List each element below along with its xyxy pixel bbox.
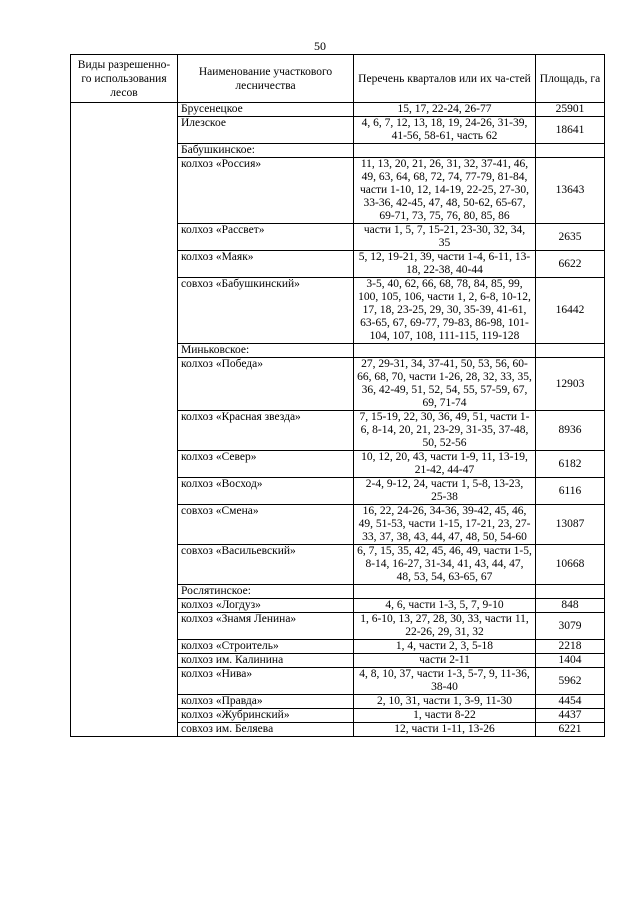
forestry-name-cell: Илезское bbox=[178, 117, 354, 144]
quarters-cell bbox=[354, 585, 536, 599]
quarters-cell: 4, 6, 7, 12, 13, 18, 19, 24-26, 31-39, 41-56, 58-61, часть 62 bbox=[354, 117, 536, 144]
table-row bbox=[71, 103, 605, 117]
quarters-cell: 15, 17, 22-24, 26-77 bbox=[354, 103, 536, 117]
header-quarters: Перечень кварталов или их ча-стей bbox=[354, 55, 536, 103]
quarters-cell bbox=[354, 144, 536, 158]
quarters-cell: 4, 6, части 1-3, 5, 7, 9-10 bbox=[354, 599, 536, 613]
quarters-cell: 10, 12, 20, 43, части 1-9, 11, 13-19, 21-42, 44-47 bbox=[354, 451, 536, 478]
quarters-cell: части 1, 5, 7, 15-21, 23-30, 32, 34, 35 bbox=[354, 224, 536, 251]
forestry-name-cell: колхоз «Жубринский» bbox=[178, 709, 354, 723]
area-cell: 13643 bbox=[536, 158, 605, 224]
forestry-name-cell: колхоз «Знамя Ленина» bbox=[178, 613, 354, 640]
forestry-name-cell: совхоз им. Беляева bbox=[178, 723, 354, 737]
area-cell: 2635 bbox=[536, 224, 605, 251]
quarters-cell: 11, 13, 20, 21, 26, 31, 32, 37-41, 46, 49, 63, 64, 68, 72, 74, 77-79, 81-84, части 1-10, 12, 14-19, 22-25, 27-30, 33-36, 42-45, 47, 48, 50-62, 65-67, 69-71, 73, 75, 76, 80, 85, 86 bbox=[354, 158, 536, 224]
area-cell bbox=[536, 585, 605, 599]
area-cell: 848 bbox=[536, 599, 605, 613]
quarters-cell: 1, 4, части 2, 3, 5-18 bbox=[354, 640, 536, 654]
forestry-name-cell: колхоз «Рассвет» bbox=[178, 224, 354, 251]
area-cell: 3079 bbox=[536, 613, 605, 640]
forestry-name-cell: Миньковское: bbox=[178, 344, 354, 358]
forestry-name-cell: колхоз «Правда» bbox=[178, 695, 354, 709]
area-cell: 25901 bbox=[536, 103, 605, 117]
header-name: Наименование участкового лесничества bbox=[178, 55, 354, 103]
quarters-cell: 3-5, 40, 62, 66, 68, 78, 84, 85, 99, 100, 105, 106, части 1, 2, 6-8, 10-12, 17, 18, 23-25, 29, 30, 35-39, 41-61, 63-65, 67, 69-77, 79-83, 86-98, 101-104, 107, 108, 111-115, 119-128 bbox=[354, 278, 536, 344]
area-cell: 18641 bbox=[536, 117, 605, 144]
area-cell: 4454 bbox=[536, 695, 605, 709]
quarters-cell: 16, 22, 24-26, 34-36, 39-42, 45, 46, 49, 51-53, части 1-15, 17-21, 23, 27-33, 37, 38, 43, 44, 47, 48, 50, 54-60 bbox=[354, 505, 536, 545]
area-cell bbox=[536, 344, 605, 358]
area-cell: 8936 bbox=[536, 411, 605, 451]
area-cell: 16442 bbox=[536, 278, 605, 344]
forestry-name-cell: Бабушкинское: bbox=[178, 144, 354, 158]
quarters-cell: 1, 6-10, 13, 27, 28, 30, 33, части 11, 22-26, 29, 31, 32 bbox=[354, 613, 536, 640]
quarters-cell: 7, 15-19, 22, 30, 36, 49, 51, части 1-6, 8-14, 20, 21, 23-29, 31-35, 37-48, 50, 52-56 bbox=[354, 411, 536, 451]
forestry-name-cell: совхоз «Смена» bbox=[178, 505, 354, 545]
quarters-cell: 1, части 8-22 bbox=[354, 709, 536, 723]
forestry-name-cell: Рослятинское: bbox=[178, 585, 354, 599]
area-cell: 4437 bbox=[536, 709, 605, 723]
quarters-cell: 2-4, 9-12, 24, части 1, 5-8, 13-23, 25-38 bbox=[354, 478, 536, 505]
forestry-name-cell: колхоз «Маяк» bbox=[178, 251, 354, 278]
table-header-row bbox=[71, 55, 605, 103]
area-cell bbox=[536, 144, 605, 158]
quarters-cell: 6, 7, 15, 35, 42, 45, 46, 49, части 1-5, 8-14, 16-27, 31-34, 41, 43, 44, 47, 48, 53, 54, 63-65, 67 bbox=[354, 545, 536, 585]
forestry-name-cell: колхоз «Россия» bbox=[178, 158, 354, 224]
forestry-name-cell: колхоз «Строитель» bbox=[178, 640, 354, 654]
header-use: Виды разрешенно-го использования лесов bbox=[71, 55, 178, 103]
area-cell: 13087 bbox=[536, 505, 605, 545]
area-cell: 6182 bbox=[536, 451, 605, 478]
area-cell: 2218 bbox=[536, 640, 605, 654]
forestry-name-cell: колхоз им. Калинина bbox=[178, 654, 354, 668]
forestry-name-cell: колхоз «Нива» bbox=[178, 668, 354, 695]
area-cell: 10668 bbox=[536, 545, 605, 585]
forestry-name-cell: совхоз «Васильевский» bbox=[178, 545, 354, 585]
page-number: 50 bbox=[314, 39, 326, 53]
area-cell: 6116 bbox=[536, 478, 605, 505]
forestry-name-cell: совхоз «Бабушкинский» bbox=[178, 278, 354, 344]
quarters-cell: 27, 29-31, 34, 37-41, 50, 53, 56, 60-66, 68, 70, части 1-26, 28, 32, 33, 35, 36, 42-49, 51, 52, 54, 55, 57-59, 67, 69, 71-74 bbox=[354, 358, 536, 411]
forestry-name-cell: колхоз «Победа» bbox=[178, 358, 354, 411]
area-cell: 5962 bbox=[536, 668, 605, 695]
forestry-name-cell: колхоз «Логдуз» bbox=[178, 599, 354, 613]
area-cell: 6221 bbox=[536, 723, 605, 737]
forest-quarters-table bbox=[70, 54, 605, 737]
area-cell: 1404 bbox=[536, 654, 605, 668]
quarters-cell: 5, 12, 19-21, 39, части 1-4, 6-11, 13-18, 22-38, 40-44 bbox=[354, 251, 536, 278]
forestry-name-cell: колхоз «Красная звезда» bbox=[178, 411, 354, 451]
header-area: Площадь, га bbox=[536, 55, 605, 103]
quarters-cell: 4, 8, 10, 37, части 1-3, 5-7, 9, 11-36, 38-40 bbox=[354, 668, 536, 695]
area-cell: 12903 bbox=[536, 358, 605, 411]
table-body bbox=[71, 103, 605, 737]
quarters-cell: части 2-11 bbox=[354, 654, 536, 668]
quarters-cell: 12, части 1-11, 13-26 bbox=[354, 723, 536, 737]
quarters-cell: 2, 10, 31, части 1, 3-9, 11-30 bbox=[354, 695, 536, 709]
forestry-name-cell: колхоз «Восход» bbox=[178, 478, 354, 505]
quarters-cell bbox=[354, 344, 536, 358]
use-type-cell bbox=[71, 103, 178, 737]
forestry-name-cell: Брусенецкое bbox=[178, 103, 354, 117]
area-cell: 6622 bbox=[536, 251, 605, 278]
forestry-name-cell: колхоз «Север» bbox=[178, 451, 354, 478]
